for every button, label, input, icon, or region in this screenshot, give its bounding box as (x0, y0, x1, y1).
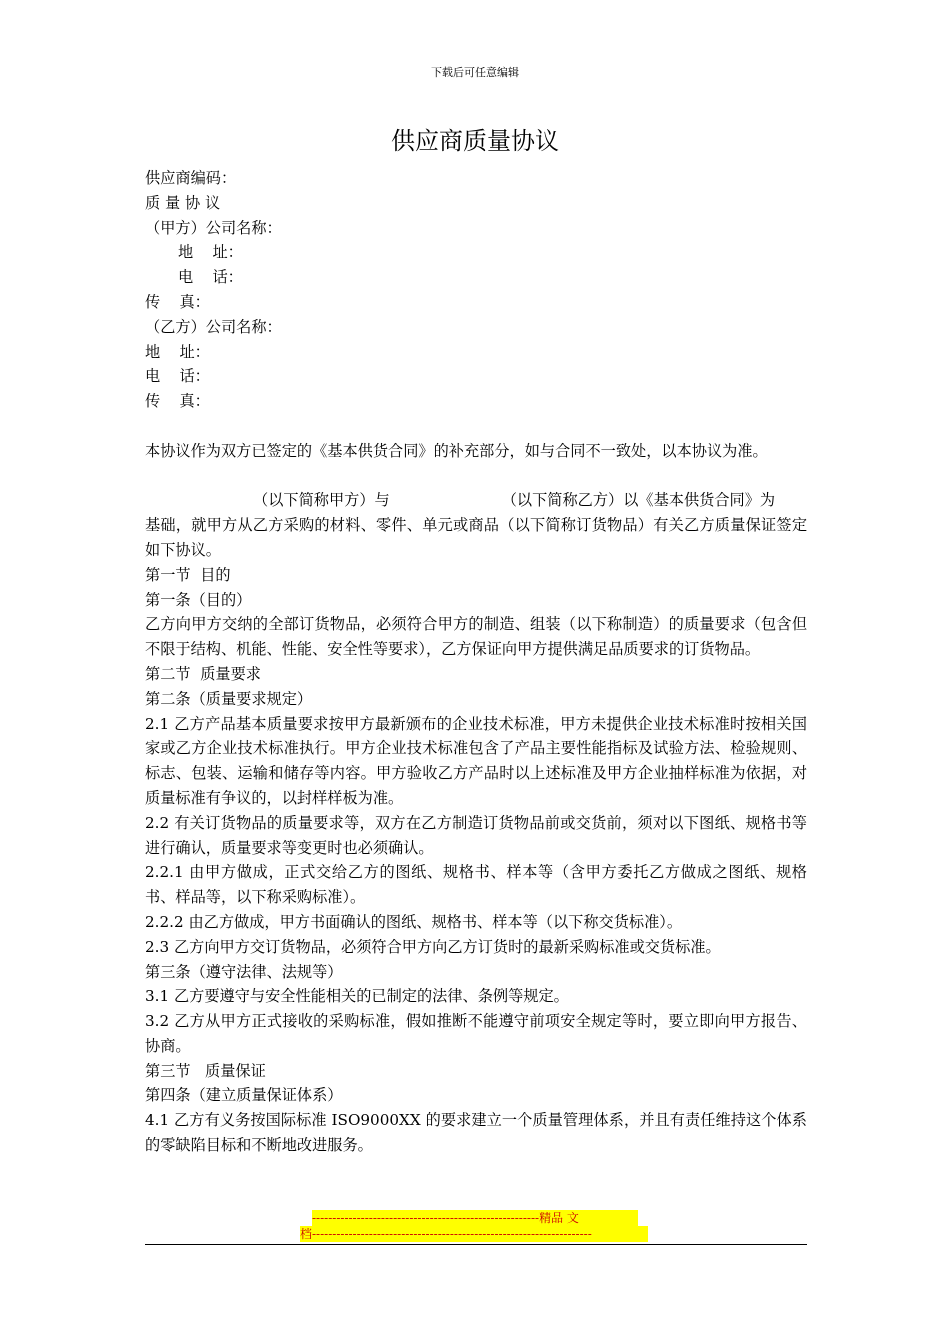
section-paragraph: 3.1 乙方要遵守与安全性能相关的已制定的法律、条例等规定。 (145, 987, 569, 1006)
section-heading: 第三节 质量保证 (145, 1061, 266, 1080)
document-body (145, 166, 807, 1158)
intro-first-line (145, 488, 807, 513)
section-heading: 第一节 目的 (145, 565, 231, 584)
agreement-sections (145, 563, 807, 1158)
section-paragraph: 2.3 乙方向甲方交订货物品，必须符合甲方向乙方订货时的最新采购标准或交货标准。 (145, 937, 721, 956)
party-a-phone-label: 电 话： (178, 268, 243, 287)
section-paragraph: 乙方向甲方交纳的全部订货物品，必须符合甲方的制造、组装（以下称制造）的质量要求（包含但不限于结构、机能、性能、安全性等要求），乙方保证向甲方提供满足品质要求的订货物品。 (145, 615, 807, 659)
party-b-fax-label: 传 真： (145, 392, 210, 411)
watermark-band (300, 1210, 648, 1242)
party-a-company-label: （甲方）公司名称： (145, 218, 282, 237)
watermark-line-2: 档--------------------------------------------------------------------- (300, 1226, 648, 1242)
section-heading: 第四条（建立质量保证体系） (145, 1086, 343, 1105)
header-note: 下载后可任意编辑 (431, 66, 519, 79)
document-title: 供应商质量协议 (391, 127, 559, 155)
party-a-address-label: 地 址： (178, 243, 243, 262)
section-paragraph: 2.2 有关订货物品的质量要求等，双方在乙方制造订货物品前或交货前，须对以下图纸、规格书等进行确认，质量要求等变更时也必须确认。 (145, 813, 807, 857)
footer-divider (145, 1244, 807, 1245)
intro-party-b-fill: （以下简称乙方）以《基本供货合同》为 (501, 491, 776, 510)
agreement-subtitle: 质 量 协 议 (145, 193, 221, 212)
supplier-code-label: 供应商编码： (145, 169, 237, 187)
intro-paragraph: 基础，就甲方从乙方采购的材料、零件、单元或商品（以下简称订货物品）有关乙方质量保证签定如下协议。 (145, 516, 807, 559)
intro-party-a-fill: （以下简称甲方）与 (253, 491, 390, 510)
section-paragraph: 3.2 乙方从甲方正式接收的采购标准，假如推断不能遵守前项安全规定等时，要立即向甲方报告、协商。 (145, 1012, 807, 1055)
watermark-line-1: --------------------------------------------------------精品 文 (312, 1210, 638, 1226)
section-heading: 第三条（遵守法律、法规等） (145, 962, 343, 981)
party-b-company-label: （乙方）公司名称： (145, 317, 282, 336)
section-paragraph: 4.1 乙方有义务按国际标准 ISO9000XX 的要求建立一个质量管理体系，并且有责任维持这个体系的零缺陷目标和不断地改进服务。 (145, 1111, 807, 1155)
section-paragraph: 2.2.1 由甲方做成，正式交给乙方的图纸、规格书、样本等（含甲方委托乙方做成之图纸、规格书、样品等，以下称采购标准）。 (145, 863, 807, 907)
spacer (145, 464, 807, 489)
section-heading: 第二节 质量要求 (145, 664, 261, 683)
party-b-phone-label: 电 话： (145, 367, 210, 386)
preamble-paragraph: 本协议作为双方已签定的《基本供货合同》的补充部分，如与合同不一致处，以本协议为准。 (145, 441, 768, 460)
party-b-address-label: 地 址： (145, 342, 210, 361)
section-heading: 第一条（目的） (145, 590, 252, 609)
section-heading: 第二条（质量要求规定） (145, 689, 313, 708)
party-a-fax-label: 传 真： (145, 292, 210, 311)
section-paragraph: 2.2.2 由乙方做成，甲方书面确认的图纸、规格书、样本等（以下称交货标准）。 (145, 912, 683, 931)
section-paragraph: 2.1 乙方产品基本质量要求按甲方最新颁布的企业技术标准，甲方未提供企业技术标准时按相关国家或乙方企业技术标准执行。甲方企业技术标准包含了产品主要性能指标及试验方法、检验规则、标志、包装、运输和储存等内容。甲方验收乙方产品时以上述标准及甲方企业抽样标准为依据，对质量标准有争议的，以封样样板为准。 (145, 714, 807, 807)
spacer (145, 414, 807, 439)
